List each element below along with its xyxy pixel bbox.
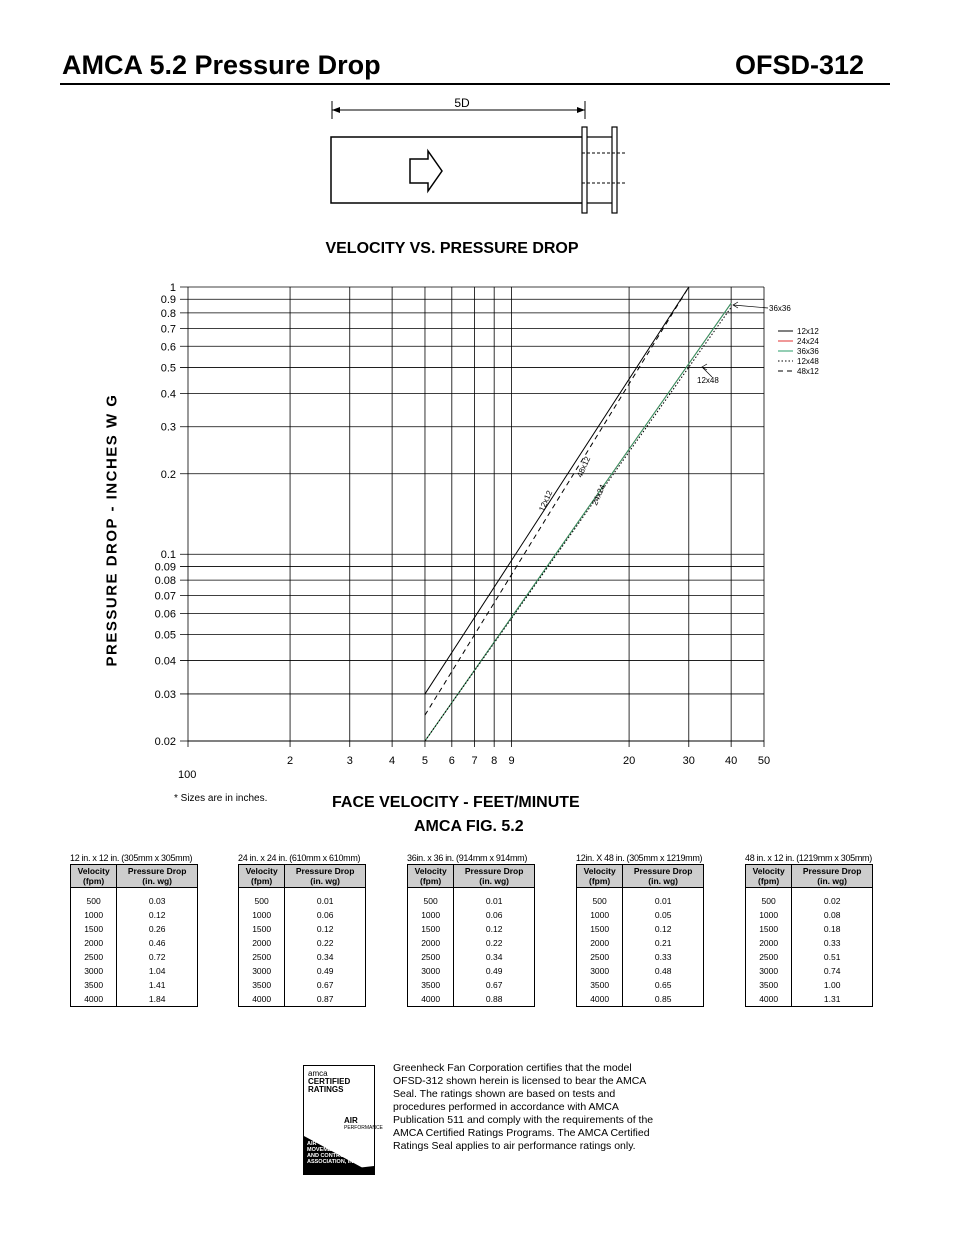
y-tick-label: 0.9 bbox=[160, 294, 176, 307]
legend-label: 36x36 bbox=[797, 347, 819, 356]
table-cell: 0.87 bbox=[285, 992, 366, 1007]
table-cell: 0.01 bbox=[454, 894, 535, 908]
table-cell: 0.12 bbox=[285, 922, 366, 936]
x-tick-label: 6 bbox=[448, 755, 455, 767]
table-row bbox=[239, 922, 366, 936]
table-caption: 12in. X 48 in. (305mm x 1219mm) bbox=[576, 853, 703, 863]
table-cell: 4000 bbox=[239, 992, 285, 1007]
table-row bbox=[71, 936, 198, 950]
table-cell: 2500 bbox=[408, 950, 454, 964]
x-tick-label: 4 bbox=[389, 755, 396, 767]
table-cell: 0.12 bbox=[117, 908, 198, 922]
table-row bbox=[408, 992, 535, 1007]
seal-bottom-line: MOVEMENT bbox=[307, 1147, 339, 1153]
page-title: AMCA 5.2 Pressure Drop bbox=[62, 50, 381, 80]
table-cell: 0.46 bbox=[117, 936, 198, 950]
table-header: Pressure Drop (in. wg) bbox=[454, 865, 535, 888]
table-header: Velocity (fpm) bbox=[408, 865, 454, 888]
y-tick-label: 1 bbox=[169, 282, 176, 294]
y-tick-label: 0.7 bbox=[160, 323, 176, 336]
table-row bbox=[408, 978, 535, 992]
series-annotation: 12x48 bbox=[697, 376, 719, 385]
x-tick-label: 5 bbox=[421, 755, 429, 767]
table-cell: 3000 bbox=[408, 964, 454, 978]
table-row bbox=[408, 964, 535, 978]
airflow-arrow-icon bbox=[410, 151, 442, 191]
table-cell: 1500 bbox=[577, 922, 623, 936]
chart-title: VELOCITY VS. PRESSURE DROP bbox=[325, 240, 579, 257]
table-row bbox=[577, 936, 704, 950]
table-cell: 3500 bbox=[408, 978, 454, 992]
table-row bbox=[408, 936, 535, 950]
table-cell: 1500 bbox=[239, 922, 285, 936]
seal-bottom-line: AIR bbox=[307, 1141, 317, 1147]
table-cell: 2500 bbox=[577, 950, 623, 964]
certification-text: Greenheck Fan Corporation certifies that the model OFSD-312 shown herein is licensed to bear the AMCA Seal. The ratings shown are based on tests and procedures performed in accordance with AMCA Publication 511 and comply with the requirements of the AMCA Certified Ratings Programs. The AMCA Certified Ratings Seal applies to air performance ratings only. bbox=[393, 1062, 654, 1152]
table-cell: 1.41 bbox=[117, 978, 198, 992]
pressure-drop-table bbox=[407, 853, 535, 1007]
y-tick-label: 0.02 bbox=[154, 736, 176, 748]
y-tick-label: 0.04 bbox=[154, 655, 176, 668]
x-tick-label: 8 bbox=[491, 755, 498, 767]
table-header: Pressure Drop (in. wg) bbox=[623, 865, 704, 888]
y-tick-label: 0.8 bbox=[160, 307, 176, 320]
table-cell: 2500 bbox=[746, 950, 792, 964]
table-cell: 3000 bbox=[746, 964, 792, 978]
table-row bbox=[239, 894, 366, 908]
table-cell: 4000 bbox=[408, 992, 454, 1007]
table-row bbox=[746, 950, 873, 964]
table-cell: 0.26 bbox=[117, 922, 198, 936]
table-row bbox=[577, 992, 704, 1007]
table-header: Velocity (fpm) bbox=[71, 865, 117, 888]
table-row bbox=[239, 936, 366, 950]
table-cell: 1500 bbox=[746, 922, 792, 936]
table-cell: 3000 bbox=[71, 964, 117, 978]
table-cell: 0.49 bbox=[285, 964, 366, 978]
table-cell: 1.00 bbox=[792, 978, 873, 992]
legend-label: 12x48 bbox=[797, 357, 819, 366]
annotation-leader bbox=[733, 305, 768, 308]
y-tick-label: 0.3 bbox=[160, 421, 176, 434]
seal-line: amca bbox=[308, 1069, 328, 1078]
x-tick-label: 50 bbox=[757, 755, 771, 767]
legend-label: 48x12 bbox=[797, 367, 819, 376]
table-row bbox=[746, 922, 873, 936]
table-row bbox=[239, 950, 366, 964]
table-cell: 4000 bbox=[577, 992, 623, 1007]
table-cell: 0.72 bbox=[117, 950, 198, 964]
y-tick-label: 0.08 bbox=[154, 575, 176, 588]
table-cell: 0.12 bbox=[454, 922, 535, 936]
x-axis-label: FACE VELOCITY - FEET/MINUTE bbox=[332, 794, 580, 811]
table-cell: 2000 bbox=[577, 936, 623, 950]
table-cell: 4000 bbox=[746, 992, 792, 1007]
pressure-drop-table bbox=[576, 853, 704, 1007]
table-header: Pressure Drop (in. wg) bbox=[792, 865, 873, 888]
table-cell: 0.67 bbox=[454, 978, 535, 992]
table-cell: 0.34 bbox=[285, 950, 366, 964]
x-tick-label: 40 bbox=[725, 755, 738, 767]
table-cell: 2500 bbox=[239, 950, 285, 964]
seal-performance: PERFORMANCE bbox=[344, 1125, 383, 1131]
table-row bbox=[746, 936, 873, 950]
series-annotation: 24x24 bbox=[590, 483, 608, 507]
table-cell: 1000 bbox=[746, 908, 792, 922]
table-cell: 2000 bbox=[239, 936, 285, 950]
table-cell: 1.84 bbox=[117, 992, 198, 1007]
table-cell: 3000 bbox=[577, 964, 623, 978]
table-cell: 0.22 bbox=[285, 936, 366, 950]
table-row bbox=[71, 922, 198, 936]
table-row bbox=[746, 894, 873, 908]
test-duct-diagram bbox=[320, 95, 630, 215]
table-row bbox=[577, 978, 704, 992]
table-row bbox=[71, 992, 198, 1007]
table-cell: 0.49 bbox=[454, 964, 535, 978]
x-tick-label: 20 bbox=[622, 755, 636, 767]
table-caption: 24 in. x 24 in. (610mm x 610mm) bbox=[238, 853, 361, 863]
table-row bbox=[71, 894, 198, 908]
table-cell: 1500 bbox=[71, 922, 117, 936]
table-cell: 0.88 bbox=[454, 992, 535, 1007]
table-cell: 500 bbox=[746, 894, 792, 908]
seal-line: RATINGS bbox=[308, 1085, 344, 1094]
y-tick-label: 0.1 bbox=[160, 549, 176, 562]
x-tick-label: 3 bbox=[346, 755, 353, 767]
table-cell: 0.06 bbox=[454, 908, 535, 922]
table-cell: 3500 bbox=[577, 978, 623, 992]
table-cell: 0.65 bbox=[623, 978, 704, 992]
table-header: Velocity (fpm) bbox=[577, 865, 623, 888]
table-header: Velocity (fpm) bbox=[239, 865, 285, 888]
table-cell: 1000 bbox=[577, 908, 623, 922]
table-header: Velocity (fpm) bbox=[746, 865, 792, 888]
diagram-5d-label: 5D bbox=[454, 96, 470, 110]
table-cell: 3000 bbox=[239, 964, 285, 978]
seal-bottom-line: ASSOCIATION, INC. bbox=[307, 1159, 359, 1165]
table-row bbox=[746, 978, 873, 992]
table-cell: 0.01 bbox=[623, 894, 704, 908]
table-header: Pressure Drop (in. wg) bbox=[285, 865, 366, 888]
table-row bbox=[71, 978, 198, 992]
y-tick-label: 0.05 bbox=[154, 629, 176, 642]
table-row bbox=[239, 908, 366, 922]
table-row bbox=[408, 950, 535, 964]
table-row bbox=[746, 964, 873, 978]
y-tick-label: 0.03 bbox=[154, 688, 176, 701]
y-tick-label: 0.07 bbox=[154, 590, 176, 603]
table-cell: 2000 bbox=[746, 936, 792, 950]
series-annotation: 48x12 bbox=[575, 455, 593, 479]
sizes-note: * Sizes are in inches. bbox=[174, 793, 268, 804]
table-row bbox=[239, 978, 366, 992]
table-row bbox=[577, 950, 704, 964]
table-cell: 3500 bbox=[239, 978, 285, 992]
table-row bbox=[577, 922, 704, 936]
title-rule bbox=[60, 83, 890, 85]
table-caption: 48 in. x 12 in. (1219mm x 305mm) bbox=[745, 853, 872, 863]
table-cell: 0.03 bbox=[117, 894, 198, 908]
table-cell: 1.04 bbox=[117, 964, 198, 978]
series-annotation: 36x36 bbox=[769, 304, 791, 313]
amca-seal bbox=[303, 1065, 383, 1175]
table-cell: 1.31 bbox=[792, 992, 873, 1007]
table-caption: 12 in. x 12 in. (305mm x 305mm) bbox=[70, 853, 193, 863]
y-tick-label: 0.5 bbox=[160, 362, 176, 375]
x-tick-label: 9 bbox=[508, 755, 515, 767]
y-tick-label: 0.6 bbox=[160, 341, 176, 354]
x-axis-sub-label: 100 bbox=[178, 769, 197, 781]
table-row bbox=[71, 950, 198, 964]
table-cell: 0.33 bbox=[623, 950, 704, 964]
table-cell: 0.01 bbox=[285, 894, 366, 908]
table-cell: 0.18 bbox=[792, 922, 873, 936]
table-row bbox=[577, 894, 704, 908]
table-cell: 0.21 bbox=[623, 936, 704, 950]
pressure-drop-chart bbox=[0, 270, 954, 790]
table-caption: 36in. x 36 in. (914mm x 914mm) bbox=[407, 853, 528, 863]
table-cell: 0.02 bbox=[792, 894, 873, 908]
table-row bbox=[239, 964, 366, 978]
seal-air: AIR bbox=[344, 1116, 358, 1125]
series-line-36x36 bbox=[425, 303, 731, 741]
seal-line: CERTIFIED bbox=[308, 1077, 351, 1086]
table-cell: 0.74 bbox=[792, 964, 873, 978]
legend-label: 12x12 bbox=[797, 327, 819, 336]
series-line-12x12 bbox=[425, 287, 689, 694]
table-cell: 0.12 bbox=[623, 922, 704, 936]
series-line-48x12 bbox=[425, 287, 689, 715]
table-cell: 2000 bbox=[71, 936, 117, 950]
pressure-drop-table bbox=[745, 853, 873, 1007]
table-row bbox=[71, 908, 198, 922]
table-cell: 0.22 bbox=[454, 936, 535, 950]
legend-label: 24x24 bbox=[797, 337, 819, 346]
table-cell: 0.51 bbox=[792, 950, 873, 964]
table-cell: 1000 bbox=[408, 908, 454, 922]
table-header: Pressure Drop (in. wg) bbox=[117, 865, 198, 888]
table-cell: 0.33 bbox=[792, 936, 873, 950]
figure-label: AMCA FIG. 5.2 bbox=[414, 818, 524, 835]
table-row bbox=[577, 964, 704, 978]
table-cell: 4000 bbox=[71, 992, 117, 1007]
model-number: OFSD-312 bbox=[735, 50, 865, 80]
table-cell: 0.48 bbox=[623, 964, 704, 978]
table-cell: 1000 bbox=[239, 908, 285, 922]
table-cell: 1500 bbox=[408, 922, 454, 936]
table-cell: 0.34 bbox=[454, 950, 535, 964]
table-cell: 0.08 bbox=[792, 908, 873, 922]
x-tick-label: 7 bbox=[471, 755, 478, 767]
table-row bbox=[746, 908, 873, 922]
y-tick-label: 0.4 bbox=[160, 388, 176, 401]
y-tick-label: 0.06 bbox=[154, 608, 176, 621]
table-cell: 0.67 bbox=[285, 978, 366, 992]
table-row bbox=[408, 894, 535, 908]
seal-bottom-line: AND CONTROL bbox=[307, 1153, 348, 1159]
table-row bbox=[746, 992, 873, 1007]
y-tick-label: 0.2 bbox=[160, 468, 176, 481]
table-row bbox=[408, 922, 535, 936]
y-tick-label: 0.09 bbox=[154, 561, 176, 574]
table-cell: 500 bbox=[577, 894, 623, 908]
table-cell: 500 bbox=[408, 894, 454, 908]
table-cell: 3500 bbox=[71, 978, 117, 992]
table-row bbox=[71, 964, 198, 978]
table-cell: 0.85 bbox=[623, 992, 704, 1007]
table-row bbox=[408, 908, 535, 922]
table-cell: 3500 bbox=[746, 978, 792, 992]
x-tick-label: 2 bbox=[286, 755, 294, 767]
table-row bbox=[239, 992, 366, 1007]
table-cell: 500 bbox=[71, 894, 117, 908]
table-row bbox=[577, 908, 704, 922]
series-annotation: 12x12 bbox=[537, 489, 555, 513]
table-cell: 1000 bbox=[71, 908, 117, 922]
table-cell: 2000 bbox=[408, 936, 454, 950]
pressure-drop-table bbox=[70, 853, 198, 1007]
table-cell: 2500 bbox=[71, 950, 117, 964]
table-cell: 500 bbox=[239, 894, 285, 908]
table-cell: 0.05 bbox=[623, 908, 704, 922]
pressure-drop-table bbox=[238, 853, 366, 1007]
x-tick-label: 30 bbox=[682, 755, 695, 767]
table-cell: 0.06 bbox=[285, 908, 366, 922]
